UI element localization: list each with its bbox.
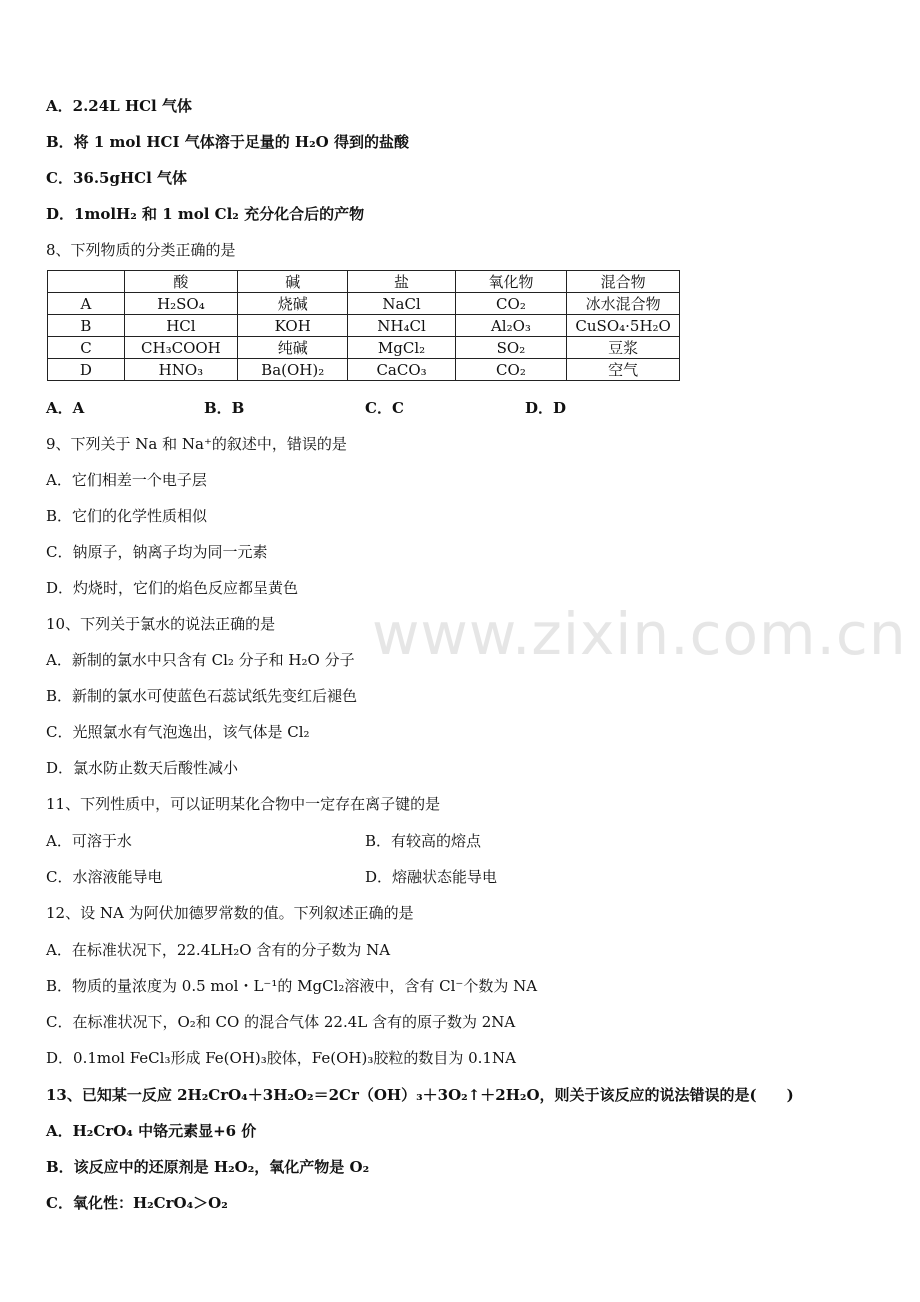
table-cell: KOH [237,315,348,337]
q10-option-d: D．氯水防止数天后酸性减小 [46,759,239,777]
table-cell: CH₃COOH [124,337,237,359]
table-cell: 纯碱 [237,337,348,359]
q9-option-c: C．钠原子，钠离子均为同一元素 [46,543,268,561]
q11-option-a: A．可溶于水 [46,832,132,850]
table-cell: NH₄Cl [348,315,455,337]
q11-stem: 11、下列性质中，可以证明某化合物中一定存在离子键的是 [46,795,441,813]
q11-option-d: D．熔融状态能导电 [365,868,498,886]
q12-option-a: A．在标准状况下，22.4LH₂O 含有的分子数为 NA [46,941,391,959]
q11-option-b: B．有较高的熔点 [365,832,482,850]
table-cell: 烧碱 [237,293,348,315]
table-cell: NaCl [348,293,455,315]
q13-option-a: A．H₂CrO₄ 中铬元素显+6 价 [46,1122,257,1140]
q8-stem: 8、下列物质的分类正确的是 [46,241,236,259]
classification-table [47,270,680,381]
q7-option-d: D．1molH₂ 和 1 mol Cl₂ 充分化合后的产物 [46,205,365,223]
table-cell: CuSO₄·5H₂O [567,315,680,337]
table-header-cell: 氧化物 [455,271,567,293]
table-header-row [48,271,680,293]
table-header-cell [48,271,125,293]
table-row [48,359,680,381]
q9-option-d: D．灼烧时，它们的焰色反应都呈黄色 [46,579,299,597]
table-cell: CaCO₃ [348,359,455,381]
table-header-cell: 酸 [124,271,237,293]
table-cell: 豆浆 [567,337,680,359]
table-row [48,315,680,337]
table-cell: Al₂O₃ [455,315,567,337]
q11-option-c: C．水溶液能导电 [46,868,163,886]
table-cell: 空气 [567,359,680,381]
q9-option-a: A．它们相差一个电子层 [46,471,207,489]
table-cell: H₂SO₄ [124,293,237,315]
q10-option-b: B．新制的氯水可使蓝色石蕊试纸先变红后褪色 [46,687,358,705]
q12-option-d: D．0.1mol FeCl₃形成 Fe(OH)₃胶体，Fe(OH)₃胶粒的数目为 0.1NA [46,1049,516,1067]
table-cell: Ba(OH)₂ [237,359,348,381]
q12-stem: 12、设 NA 为阿伏加德罗常数的值。下列叙述正确的是 [46,904,414,922]
table-header-cell: 混合物 [567,271,680,293]
table-cell: A [48,293,125,315]
table-cell: HCl [124,315,237,337]
table-cell: HNO₃ [124,359,237,381]
q9-option-b: B．它们的化学性质相似 [46,507,208,525]
q10-stem: 10、下列关于氯水的说法正确的是 [46,615,276,633]
table-row [48,293,680,315]
table-cell: C [48,337,125,359]
q13-stem: 13、已知某一反应 2H₂CrO₄＋3H₂O₂＝2Cr（OH）₃＋3O₂↑＋2H₂O，则关于该反应的说法错误的是( ) [46,1086,794,1104]
q13-option-c: C．氧化性：H₂CrO₄＞O₂ [46,1194,228,1212]
q8-option-c: C．C [365,399,404,417]
q13-option-b: B．该反应中的还原剂是 H₂O₂，氧化产物是 O₂ [46,1158,370,1176]
table-cell: SO₂ [455,337,567,359]
q10-option-a: A．新制的氯水中只含有 Cl₂ 分子和 H₂O 分子 [46,651,355,669]
table-cell: CO₂ [455,293,567,315]
table-cell: B [48,315,125,337]
q7-option-b: B．将 1 mol HCI 气体溶于足量的 H₂O 得到的盐酸 [46,133,409,151]
q7-option-c: C．36.5gHCl 气体 [46,169,187,187]
q10-option-c: C．光照氯水有气泡逸出，该气体是 Cl₂ [46,723,310,741]
table-cell: MgCl₂ [348,337,455,359]
q12-option-c: C．在标准状况下，O₂和 CO 的混合气体 22.4L 含有的原子数为 2NA [46,1013,516,1031]
table-cell: 冰水混合物 [567,293,680,315]
q8-option-d: D．D [525,399,567,417]
q12-option-b: B．物质的量浓度为 0.5 mol・L⁻¹的 MgCl₂溶液中，含有 Cl⁻个数为 NA [46,977,538,995]
q9-stem: 9、下列关于 Na 和 Na⁺的叙述中，错误的是 [46,435,347,453]
q8-option-a: A．A [46,399,85,417]
q8-option-b: B．B [204,399,245,417]
table-cell: CO₂ [455,359,567,381]
table-row [48,337,680,359]
q7-option-a: A．2.24L HCl 气体 [46,97,192,115]
table-header-cell: 盐 [348,271,455,293]
table-header-cell: 碱 [237,271,348,293]
table-cell: D [48,359,125,381]
watermark: www.zixin.com.cn [372,600,907,668]
